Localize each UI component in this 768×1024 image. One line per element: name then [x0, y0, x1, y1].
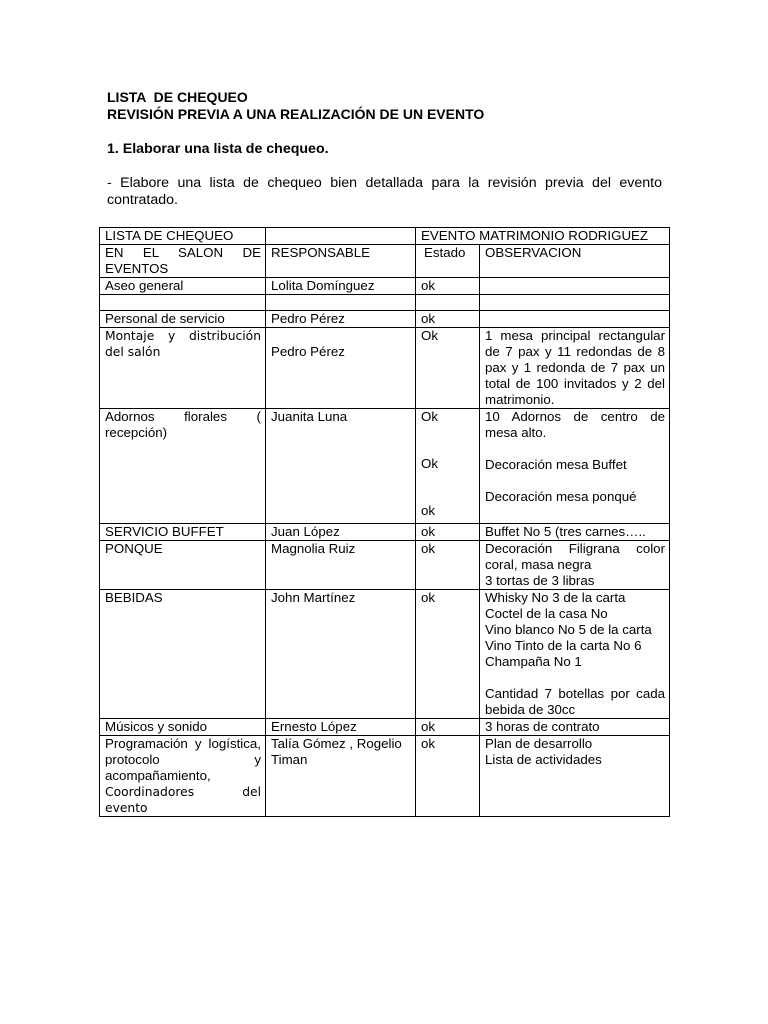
table-header-row-1 — [100, 228, 670, 245]
table-cell: ok — [416, 278, 480, 295]
table-cell: Personal de servicio — [100, 311, 266, 328]
table-row — [100, 736, 670, 817]
document-title: LISTA DE CHEQUEO — [107, 89, 248, 105]
observation-text: Lista de actividades — [485, 752, 602, 767]
checklist-table — [99, 227, 670, 817]
observation-text: 3 tortas de 3 libras — [485, 573, 595, 588]
table-cell: SERVICIO BUFFET — [100, 524, 266, 541]
table-cell — [480, 295, 670, 311]
table-cell — [480, 736, 670, 817]
table-cell: Lolita Domínguez — [266, 278, 416, 295]
table-cell — [480, 590, 670, 719]
document-subtitle: REVISIÓN PREVIA A UNA REALIZACIÓN DE UN EVENTO — [107, 106, 485, 122]
table-cell: Magnolia Ruiz — [266, 541, 416, 590]
table-row — [100, 590, 670, 719]
table-row — [100, 524, 670, 541]
table-cell — [480, 409, 670, 524]
table-row — [100, 719, 670, 736]
table-cell — [416, 295, 480, 311]
table-row — [100, 409, 670, 524]
event-name-cell: EVENTO MATRIMONIO RODRIGUEZ — [416, 228, 670, 245]
table-cell: BEBIDAS — [100, 590, 266, 719]
table-cell: 3 horas de contrato — [480, 719, 670, 736]
intro-paragraph: - Elabore una lista de chequeo bien detallada para la revisión previa del evento contratado. — [107, 175, 662, 208]
status-text: Ok — [421, 409, 438, 424]
table-cell — [480, 278, 670, 295]
table-cell: Aseo general — [100, 278, 266, 295]
observation-text: Champaña No 1 — [485, 654, 582, 669]
table-cell — [100, 295, 266, 311]
table-cell: Adornos florales ( recepción) — [100, 409, 266, 524]
table-cell: Juanita Luna — [266, 409, 416, 524]
table-cell: Buffet No 5 (tres carnes….. — [480, 524, 670, 541]
table-row-empty — [100, 295, 670, 311]
table-cell: PONQUE — [100, 541, 266, 590]
table-cell — [480, 541, 670, 590]
table-row — [100, 311, 670, 328]
area-text: Programación y logística, protocolo y acompañamiento, — [105, 736, 261, 783]
table-cell: Talía Gómez , Rogelio Timan — [266, 736, 416, 817]
table-header-row-2 — [100, 245, 670, 278]
table-row — [100, 278, 670, 295]
table-cell: Músicos y sonido — [100, 719, 266, 736]
observation-text: Decoración mesa Buffet — [485, 457, 627, 472]
observation-text: Decoración mesa ponqué — [485, 489, 637, 504]
table-cell: John Martínez — [266, 590, 416, 719]
table-row — [100, 328, 670, 409]
observation-text: Vino Tinto de la carta No 6 — [485, 638, 642, 653]
table-cell: Montaje y distribución del salón — [100, 328, 266, 409]
step-heading: 1. Elaborar una lista de chequeo. — [107, 141, 329, 157]
table-cell: Pedro Pérez — [266, 311, 416, 328]
table-cell: ok — [416, 541, 480, 590]
table-cell — [416, 409, 480, 524]
table-cell: Ernesto López — [266, 719, 416, 736]
table-cell — [266, 228, 416, 245]
table-cell: Pedro Pérez — [266, 328, 416, 409]
observation-text: Coctel de la casa No — [485, 606, 608, 621]
table-row — [100, 541, 670, 590]
table-cell: ok — [416, 736, 480, 817]
table-cell: 1 mesa principal rectangular de 7 pax y 11 redondas de 8 pax y 1 redonda de 7 pax un total de 100 invitados y 2 del matrimonio. — [480, 328, 670, 409]
area-text: Coordinadores del evento — [105, 785, 261, 815]
observation-text: Plan de desarrollo — [485, 736, 593, 751]
table-cell — [266, 295, 416, 311]
table-cell: LISTA DE CHEQUEO — [100, 228, 266, 245]
observation-text: Cantidad 7 botellas por cada bebida de 30cc — [485, 686, 666, 717]
table-cell: ok — [416, 590, 480, 719]
observation-text: Decoración Filigrana color coral, masa negra — [485, 541, 666, 572]
table-cell: OBSERVACION — [480, 245, 670, 278]
table-cell: Estado — [416, 245, 480, 278]
table-cell: ok — [416, 311, 480, 328]
table-cell: RESPONSABLE — [266, 245, 416, 278]
table-cell: Juan López — [266, 524, 416, 541]
table-cell: ok — [416, 719, 480, 736]
table-cell — [480, 311, 670, 328]
observation-text: Vino blanco No 5 de la carta — [485, 622, 652, 637]
status-text: ok — [421, 503, 436, 518]
status-text: Ok — [421, 456, 438, 471]
table-cell: Ok — [416, 328, 480, 409]
table-cell: ok — [416, 524, 480, 541]
observation-text: Whisky No 3 de la carta — [485, 590, 626, 605]
observation-text: 10 Adornos de centro de mesa alto. — [485, 409, 666, 440]
table-cell: EN EL SALON DE EVENTOS — [100, 245, 266, 278]
table-cell — [100, 736, 266, 817]
